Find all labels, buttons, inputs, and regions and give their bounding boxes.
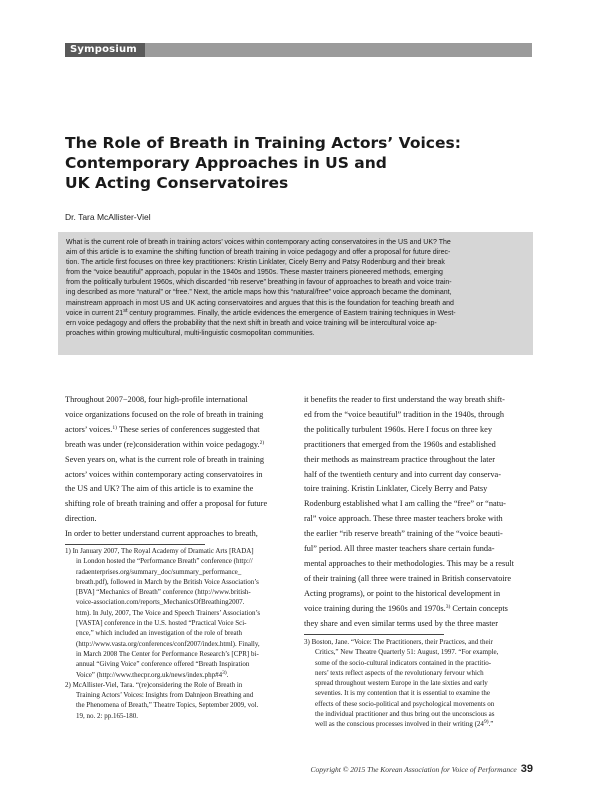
text-line: ed from the “voice beautiful” tradition in the 1940s, through bbox=[304, 409, 504, 419]
text-line: Voice” (http://www.thecpr.org.uk/news/index.php#4$^{3)}$. bbox=[76, 669, 229, 679]
text-line: 3) Boston, Jane. “Voice: The Practitioners, their Practices, and their bbox=[304, 638, 493, 646]
page-footer bbox=[200, 763, 533, 775]
right-column-body bbox=[304, 393, 520, 632]
text-line: radaenterprises.org/summary_doc/summary_performance_ bbox=[76, 567, 242, 576]
text-line: ing described as more “natural” or “free.” Next, the article maps how this “natural/free” voice approach became the dominant, bbox=[66, 289, 452, 297]
text-line: the US and UK? The aim of this article is to examine the bbox=[65, 484, 254, 494]
text-line: voice-association.com/reports_MechanicsOfBreathing2007. bbox=[76, 598, 245, 607]
text-line: well as the conscious processes involved in their writing (24$^{9)}$.” bbox=[315, 719, 494, 729]
text-line: it benefits the reader to first understand the way breath shift- bbox=[304, 395, 505, 404]
text-line: effects of these socio-political and psychological movements on bbox=[315, 699, 495, 708]
text-line: some of the socio-cultural indicators contained in the practitio- bbox=[315, 658, 492, 667]
text-line: [VASTA] conference in the U.S. hosted “Practical Voice Sci- bbox=[76, 619, 247, 628]
article-title bbox=[65, 133, 505, 193]
text-line: direction. bbox=[65, 514, 97, 524]
text-line: their methods as mainstream practice throughout the later bbox=[304, 454, 495, 464]
text-line: half of the twentieth century and into current day conserva- bbox=[304, 469, 501, 479]
section-label: Symposium bbox=[70, 44, 137, 55]
author-name: Dr. Tara McAllister-Viel bbox=[65, 212, 151, 222]
text-line: Training Actors’ Voices: Insights from Dahnjeon Breathing and bbox=[76, 691, 254, 700]
text-line: the Phenomena of Breath,” Theatre Topics, September 2009, vol. bbox=[76, 701, 259, 710]
text-line: voice in current 21st century programmes. Finally, the article evidences the emergence of Eastern training techniques in West- bbox=[66, 307, 456, 317]
text-line: they share and even similar terms used by the three master bbox=[304, 618, 498, 628]
text-line: the politically turbulent 1960s. Here I focus on three key bbox=[304, 424, 493, 434]
text-line: Seven years on, what is the current role of breath in training bbox=[65, 454, 265, 464]
text-line: 2) McAllister-Viel, Tara. “(re)considering the Role of Breath in bbox=[65, 680, 243, 689]
text-line: proaches within growing multicultural, multi-linguistic cosmopolitan communities. bbox=[66, 329, 315, 337]
text-line: In order to better understand current approaches to breath, bbox=[65, 529, 258, 539]
page-number: 39 bbox=[520, 763, 533, 775]
text-line: Critics,” New Theatre Quarterly 51: August, 1997. “For example, bbox=[315, 648, 499, 657]
text-line: seventies. It is my contention that it is essential to examine the bbox=[315, 689, 490, 698]
text-line: ral” voice approach. These three master teachers broke with bbox=[304, 514, 503, 524]
text-line: actors’ voices.$^{1)}$ These series of conferences suggested that bbox=[65, 424, 260, 434]
text-line: [BVA] “Mechanics of Breath” conference (http://www.british- bbox=[76, 588, 251, 597]
text-line: of their training (all three were trained in British conservatoire bbox=[304, 573, 512, 583]
text-line: breath.pdf), followed in March by the British Voice Association’s bbox=[76, 577, 259, 586]
text-line: toire training. Kristin Linklater, Cicely Berry and Patsy bbox=[304, 484, 488, 494]
title-line: Contemporary Approaches in US and bbox=[65, 154, 387, 172]
text-line: the individual practitioner and thus bring out the unconscious as bbox=[315, 710, 495, 719]
text-line: breath was under (re)consideration within voice pedagogy.$^{2)}$ bbox=[65, 439, 265, 449]
text-line: shifting role of breath training and offer a proposal for future bbox=[65, 499, 268, 509]
title-line: UK Acting Conservatoires bbox=[65, 174, 289, 192]
abstract-box bbox=[58, 232, 533, 355]
text-line: Rodenburg established what I am calling the “free” or “natu- bbox=[304, 499, 506, 509]
text-line: in March 2008 The Center for Performance Research’s [CPR] bi- bbox=[76, 649, 259, 658]
text-line: ful” period. All three master teachers share certain funda- bbox=[304, 544, 495, 554]
text-line: mental approaches to their methodologies. This may be a result bbox=[304, 558, 514, 568]
text-line: ners’ texts reflect aspects of the revolutionary fervour which bbox=[315, 668, 484, 677]
text-line: (http://www.vasta.org/conferences/conf2007/index.html). Finally, bbox=[76, 639, 260, 648]
text-line: practitioners that emerged from the 1960s and established bbox=[304, 439, 496, 449]
right-footnotes bbox=[304, 637, 520, 730]
text-line: ern voice pedagogy and offers the probability that the next shift in breath and voice training will be intercultural voice ap- bbox=[66, 319, 437, 327]
text-line: htm). In July, 2007, The Voice and Speech Trainers’ Association’s bbox=[76, 608, 261, 617]
text-line: actors’ voices within contemporary acting conservatoires in bbox=[65, 469, 263, 479]
text-line: the earlier “rib reserve breath” training of the “voice beauti- bbox=[304, 529, 503, 539]
text-line: from the politically turbulent 1960s, which discarded “rib reserve” breathing in favour of approaches to breath and voice train- bbox=[66, 279, 452, 287]
text-line: Acting programs), or point to the historical development in bbox=[304, 588, 501, 598]
text-line: What is the current role of breath in training actors’ voices within contemporary acting conservatoires in the US and UK? The bbox=[66, 239, 451, 246]
title-line: The Role of Breath in Training Actors’ Voices: bbox=[65, 134, 461, 152]
text-line: voice organizations focused on the role of breath in training bbox=[65, 409, 264, 419]
text-line: ence,” which included an investigation of the role of breath bbox=[76, 629, 242, 638]
text-line: voice training during the 1960s and 1970s.$^{3)}$ Certain concepts bbox=[304, 603, 508, 613]
footnote-divider-right bbox=[304, 634, 444, 635]
text-line: in London hosted the “Performance Breath” conference (http:// bbox=[76, 557, 253, 566]
left-footnotes bbox=[65, 546, 281, 721]
footnote-divider-left bbox=[65, 544, 205, 545]
text-line: mainstream approach in most US and UK acting conservatoires and argues that this is the foundation for teaching breath and bbox=[66, 299, 454, 307]
text-line: from the “voice beautiful” approach, popular in the 1940s and 1950s. These master trainers pioneered methods, emerging bbox=[66, 269, 443, 277]
text-line: annual “Giving Voice” conference offered “Breath Inspiration bbox=[76, 660, 250, 669]
text-line: 19, no. 2: pp.165-180. bbox=[76, 711, 139, 720]
left-column-body bbox=[65, 393, 281, 542]
text-line: 1) In January 2007, The Royal Academy of Dramatic Arts [RADA] bbox=[65, 547, 254, 555]
text-line: Throughout 2007−2008, four high-profile international bbox=[65, 395, 248, 404]
text-line: aim of this article is to examine the shifting function of breath training in voice pedagogy and offer a proposal for future direc- bbox=[66, 249, 451, 257]
text-line: spread throughout western Europe in the late sixties and early bbox=[315, 679, 488, 688]
copyright-notice: Copyright © 2015 The Korean Association for Voice of Performance bbox=[310, 765, 517, 774]
text-line: tion. The article first focuses on three key practitioners: Kristin Linklater, Cicely Berry and Patsy Rodenburg and their break bbox=[66, 259, 445, 267]
